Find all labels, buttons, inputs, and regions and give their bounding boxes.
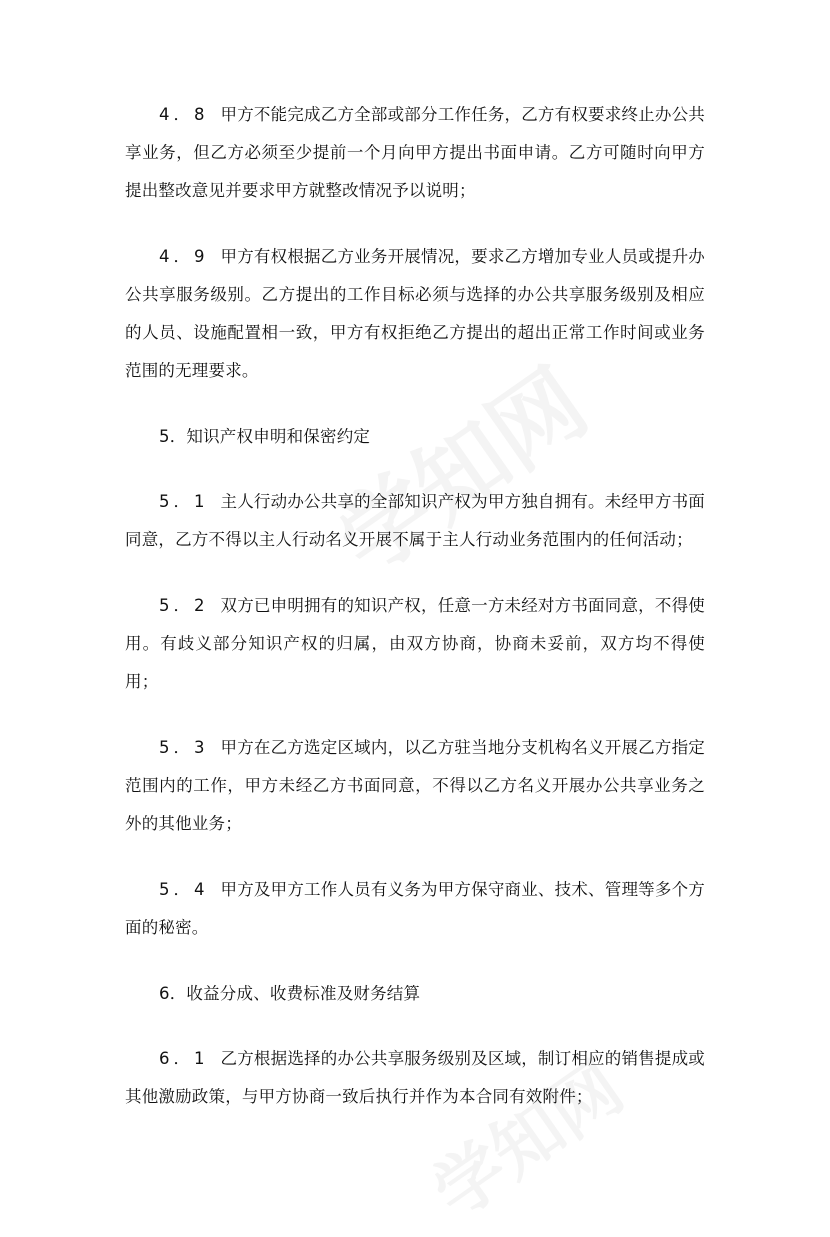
clause-text: 主人行动办公共享的全部知识产权为甲方独自拥有。未经甲方书面同意，乙方不得以主人行动名义开展不属于主人行动业务范围内的任何活动； bbox=[125, 492, 705, 549]
clause-number: 5．1 bbox=[159, 492, 209, 511]
document-body bbox=[125, 96, 705, 1144]
clause-text: 双方已申明拥有的知识产权，任意一方未经对方书面同意，不得使用。有歧义部分知识产权的归属，由双方协商，协商未妥前，双方均不得使用； bbox=[125, 596, 705, 691]
clause-number: 4．8 bbox=[159, 105, 209, 124]
clause-5-3 bbox=[125, 729, 705, 843]
clause-number: 5．3 bbox=[159, 738, 209, 757]
clause-number: 4．9 bbox=[159, 247, 209, 266]
clause-4-9 bbox=[125, 238, 705, 390]
clause-5-4 bbox=[125, 871, 705, 947]
section-number: 6． bbox=[159, 984, 187, 1003]
section-number: 5． bbox=[159, 427, 187, 446]
clause-number: 6．1 bbox=[159, 1049, 209, 1068]
clause-5-2 bbox=[125, 587, 705, 701]
section-6-heading bbox=[125, 975, 705, 1013]
clause-6-1 bbox=[125, 1040, 705, 1116]
clause-5-1 bbox=[125, 483, 705, 559]
clause-text: 甲方不能完成乙方全部或部分工作任务，乙方有权要求终止办公共享业务，但乙方必须至少提前一个月向甲方提出书面申请。乙方可随时向甲方提出整改意见并要求甲方就整改情况予以说明； bbox=[125, 105, 705, 200]
clause-text: 甲方在乙方选定区域内，以乙方驻当地分支机构名义开展乙方指定范围内的工作，甲方未经乙方书面同意，不得以乙方名义开展办公共享业务之外的其他业务； bbox=[125, 738, 705, 833]
clause-number: 5．2 bbox=[159, 596, 209, 615]
section-5-heading bbox=[125, 418, 705, 456]
clause-text: 甲方有权根据乙方业务开展情况，要求乙方增加专业人员或提升办公共享服务级别。乙方提出的工作目标必须与选择的办公共享服务级别及相应的人员、设施配置相一致，甲方有权拒绝乙方提出的超出正常工作时间或业务范围的无理要求。 bbox=[125, 247, 705, 380]
clause-number: 5．4 bbox=[159, 880, 209, 899]
section-title: 知识产权申明和保密约定 bbox=[186, 427, 371, 446]
clause-4-8 bbox=[125, 96, 705, 210]
section-title: 收益分成、收费标准及财务结算 bbox=[186, 984, 421, 1003]
clause-text: 甲方及甲方工作人员有义务为甲方保守商业、技术、管理等多个方面的秘密。 bbox=[125, 880, 705, 937]
clause-text: 乙方根据选择的办公共享服务级别及区域，制订相应的销售提成或其他激励政策，与甲方协商一致后执行并作为本合同有效附件； bbox=[125, 1049, 705, 1106]
